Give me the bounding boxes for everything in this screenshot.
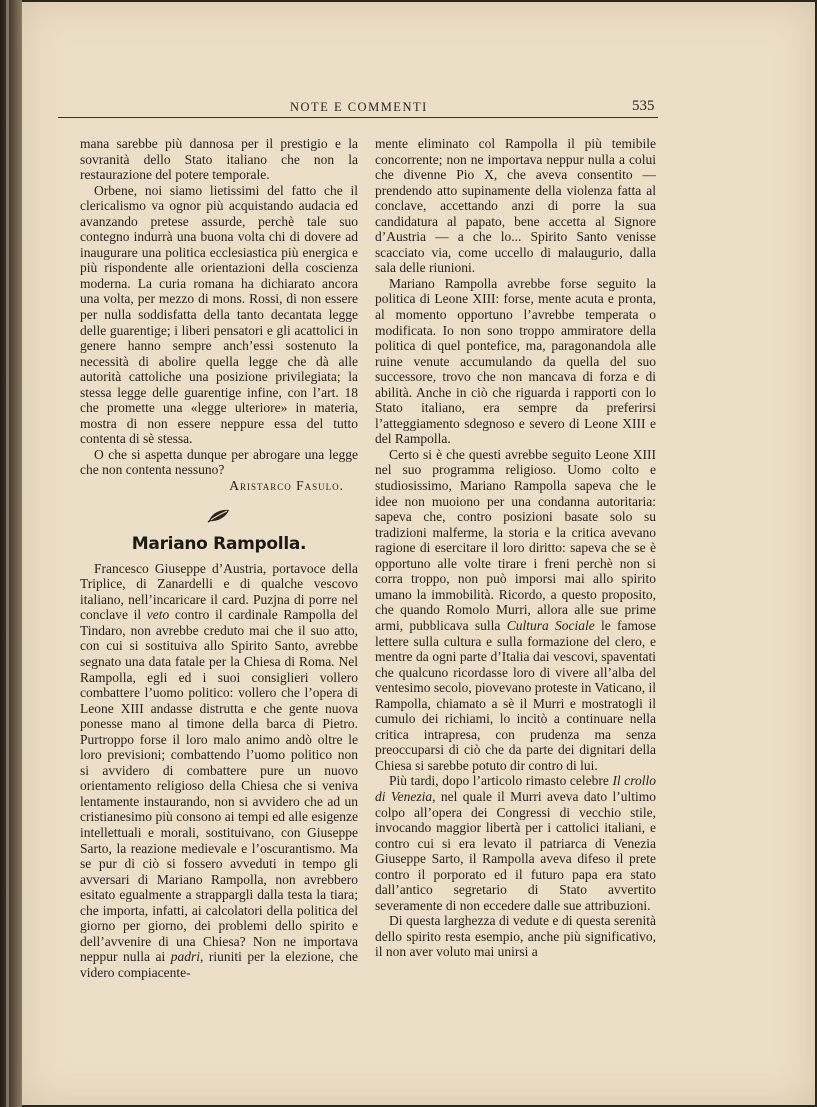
italic-article-title: Il crollo di Venezia <box>375 773 656 804</box>
text-run: Più tardi, dopo l’articolo rimasto celebre <box>389 773 613 789</box>
paragraph: Orbene, noi siamo lietissimi del fatto che il clericalismo va ognor più acquistando audacia ed avanzando pretese assurde, perchè tale suo contegno indurrà una buona volta chi di dovere ad inaugurare una politica ecclesiastica più energica e più rispondente alle orientazioni della coscienza moderna. La curia romana ha dichiarato ancora una volta, per mezzo di mons. Rossi, di non essere per nulla soddisfatta della tanto decantata legge delle guarentige; i liberi pensatori e gli acattolici in genere hanno sempre anch’essi sostenuto la necessità di abolire quella legge che dà alle autorità cattoliche una posizione privilegiata; la stessa legge delle guarentige infine, con l’art. 18 che promette una «legge ulteriore» in materia, mostra di non essere neppure essa del tutto contenta di sè stessa. <box>80 182 358 447</box>
text-run: , nel quale il Murri aveva dato l’ultimo colpo all’opera dei Congressi di vecchio stile, invocando maggior libertà per i cattolici italiani, e contro cui si era levato il patriarca di Venezia Giuseppe Sarto, il Rampolla aveva difeso il prete contro il porporato ed il futuro papa era stato dall’antico segretario di Stato avvertito severamente di non eccedere dalle sue attribuzioni. <box>375 788 656 913</box>
header-rule <box>58 117 658 118</box>
paragraph: mana sarebbe più dannosa per il prestigio e la sovranità dello Stato italiano che non la restaurazione del potere temporale. <box>80 136 358 183</box>
left-column <box>80 136 358 980</box>
paragraph: Di questa larghezza di vedute e di questa serenità dello spirito resta esempio, anche più significativo, il non aver voluto mai unirsi a <box>375 913 656 960</box>
paragraph: O che si aspetta dunque per abrogare una legge che non contenta nessuno? <box>80 446 358 478</box>
paragraph: mente eliminato col Rampolla il più temibile concorrente; non ne importava neppur nulla a colui che divenne Pio X, che aveva consentito — prendendo atto supinamente della violenza fatta al conclave, accettando anzi di porre la sua candidatura al papato, bene accetta al Signore d’Austria — a che lo... Spirito Santo venisse scacciato via, come uccello di malaugurio, dalla sala delle riunioni. <box>375 136 656 276</box>
running-title: NOTE E COMMENTI <box>290 100 428 114</box>
book-binding <box>0 0 22 1107</box>
article-title: Mariano Rampolla. <box>131 534 307 555</box>
binding-edge <box>6 0 9 1107</box>
paragraph <box>375 447 656 773</box>
paragraph <box>375 773 656 913</box>
text-run: Francesco Giuseppe d’Austria, portavoce della Triplice, di Zanardelli e di qualche vescovo italiano, nell’incaricare il card. Puzjna di porre nel conclave il <box>80 560 358 623</box>
page-number: 535 <box>632 98 655 114</box>
paragraph: Mariano Rampolla avrebbe forse seguito la politica di Leone XIII: forse, mente acuta e pronta, al momento opportuno l’avrebbe temperata o modificata. Io non sono troppo ammiratore della politica di quel pontefice, ma, paragonandola alle ruine venute accumulando da quella del suo successore, trovo che non mancava di forza e di abilità. Anche in ciò che riguarda i rapporti con lo Stato italiano, era sempre da preferirsi l’atteggiamento sdegnoso e severo di Leone XIII e del Rampolla. <box>375 275 656 447</box>
italic-term: veto <box>146 607 170 623</box>
author-signature: Aristarco Fasulo. <box>229 478 344 494</box>
text-run: contro il cardinale Rampolla del Tindaro, non avrebbe creduto mai che il suo atto, con cui si sostituiva allo Spirito Santo, avrebbe segnato una data fatale per la Chiesa di Roma. Nel Rampolla, egli ed i suoi consiglieri vollero combattere l’uomo politico: vollero che l’opera di Leone XIII andasse distrutta e che gente nuova ponesse mano al timone della barca di Pietro. Purtroppo forse il loro malo animo andò oltre le loro previsioni; combattendo l’uomo politico non si avvidero di combattere pure un nuovo orientamento religioso della Chiesa che si veniva lentamente instaurando, non si avvidero che ad un cristianesimo più consono ai tempi ed alle esigenze intellettuali e morali, sostituivano, con Giuseppe Sarto, la reazione medievale e l’oscurantismo. Ma se pur di ciò si fossero avveduti in tempo gli avversari di Mariano Rampolla, non avrebbero esitato egualmente a strappargli dalla testa la tiara; che importa, infatti, ai calcolatori della politica del giorno per giorno, dei problemi dello spirito e dell’avvenire di una Chiesa? Non ne importava neppur nulla ai <box>80 607 358 965</box>
italic-term: padri <box>170 949 201 965</box>
paragraph <box>80 561 358 981</box>
text-run: Certo si è che questi avrebbe seguito Leone XIII nel suo programma religioso. Uomo colto e studiosissimo, Mariano Rampolla sapeva che le idee non muoiono per una condanna autoritaria: sapeva che, contro posizioni basate solo su tradizioni malferme, la storia e la critica avevano ragione di esercitare il loro diritto: sapeva che se è opportuno alle volte tirare i freni perchè non si corra troppo, non può imporsi mai allo spirito umano la immobilità. Ricordo, a questo proposito, che quando Romolo Murri, allora alle sue prime armi, pubblicava sulla <box>375 446 656 633</box>
text-run: , riuniti per la elezione, che videro compiacente- <box>80 949 358 980</box>
italic-journal-title: Cultura Sociale <box>506 617 595 633</box>
running-header <box>58 96 658 118</box>
text-run: le famose lettere sulla cultura e sulla formazione del clero, e mentre da ogni parte d’Italia dai vescovi, spaventati che qualcuno ricordasse loro di vivere all’alba del ventesimo secolo, piovevano proteste in Vaticano, il Rampolla, chiamato a sè il Murri e mostratogli il cumulo dei richiami, lo incitò a continuare nella critica intrapresa, con prudenza ma senza preoccuparsi di ciò che da parte dei dignitari della Chiesa si sarebbe potuto dir contro di lui. <box>375 617 657 773</box>
leaf-ornament-icon <box>80 508 358 528</box>
right-column <box>375 136 656 960</box>
